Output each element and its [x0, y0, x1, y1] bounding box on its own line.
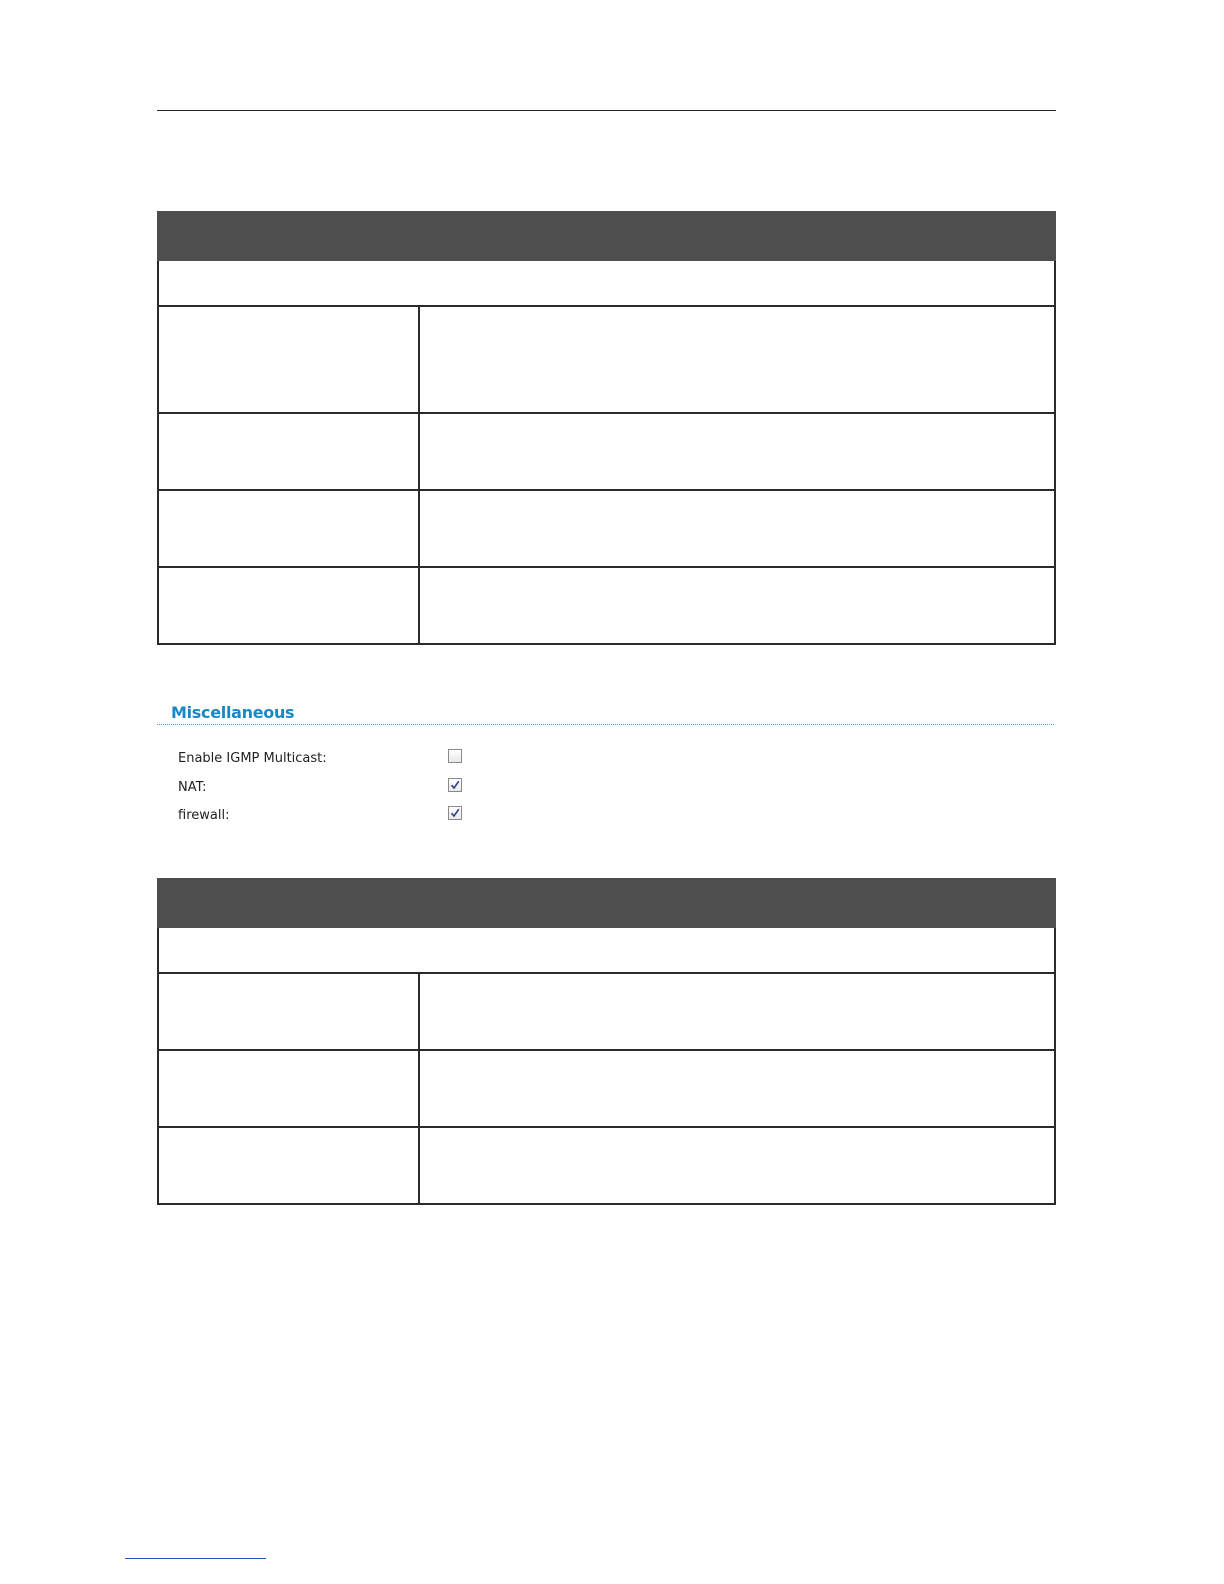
- option-row-nat: [157, 778, 1056, 800]
- table-row: [158, 567, 1055, 644]
- table-row: [158, 490, 1055, 567]
- description-cell: [419, 413, 1055, 490]
- footer-link-underline: [125, 1558, 266, 1559]
- parameter-cell: [158, 1050, 419, 1127]
- parameter-cell: [158, 490, 419, 567]
- description-cell: [419, 973, 1055, 1050]
- parameter-table-2: [157, 878, 1056, 1205]
- table-header-row: [158, 879, 1055, 927]
- parameter-cell: [158, 306, 419, 413]
- parameter-cell: [158, 973, 419, 1050]
- checkmark-icon: [450, 808, 460, 818]
- parameter-cell: [158, 1127, 419, 1204]
- description-cell: [419, 1050, 1055, 1127]
- section-title: Miscellaneous: [171, 703, 295, 722]
- parameter-cell: [158, 413, 419, 490]
- table-row: [158, 973, 1055, 1050]
- top-rule: [157, 110, 1056, 111]
- parameter-table-1: [157, 211, 1056, 645]
- table-row: [158, 1050, 1055, 1127]
- option-label: NAT:: [178, 780, 207, 795]
- description-cell: [419, 306, 1055, 413]
- parameter-cell: [158, 567, 419, 644]
- table-subheader-row: [158, 260, 1055, 306]
- checkbox-icon[interactable]: [448, 749, 462, 763]
- miscellaneous-section: [157, 700, 1056, 830]
- table-header-cell: [158, 879, 1055, 927]
- description-cell: [419, 567, 1055, 644]
- description-cell: [419, 490, 1055, 567]
- table-row: [158, 1127, 1055, 1204]
- section-divider: [157, 724, 1054, 725]
- checkmark-icon: [450, 780, 460, 790]
- checkbox-icon[interactable]: [448, 778, 462, 792]
- table-subheader-cell: [158, 260, 1055, 306]
- option-row-igmp-multicast: [157, 749, 1056, 771]
- option-label: firewall:: [178, 808, 230, 823]
- table-row: [158, 306, 1055, 413]
- table-subheader-row: [158, 927, 1055, 973]
- description-cell: [419, 1127, 1055, 1204]
- checkbox-icon[interactable]: [448, 806, 462, 820]
- table-header-cell: [158, 212, 1055, 260]
- option-label: Enable IGMP Multicast:: [178, 751, 327, 766]
- table-row: [158, 413, 1055, 490]
- table-header-row: [158, 212, 1055, 260]
- table-subheader-cell: [158, 927, 1055, 973]
- option-row-firewall: [157, 806, 1056, 828]
